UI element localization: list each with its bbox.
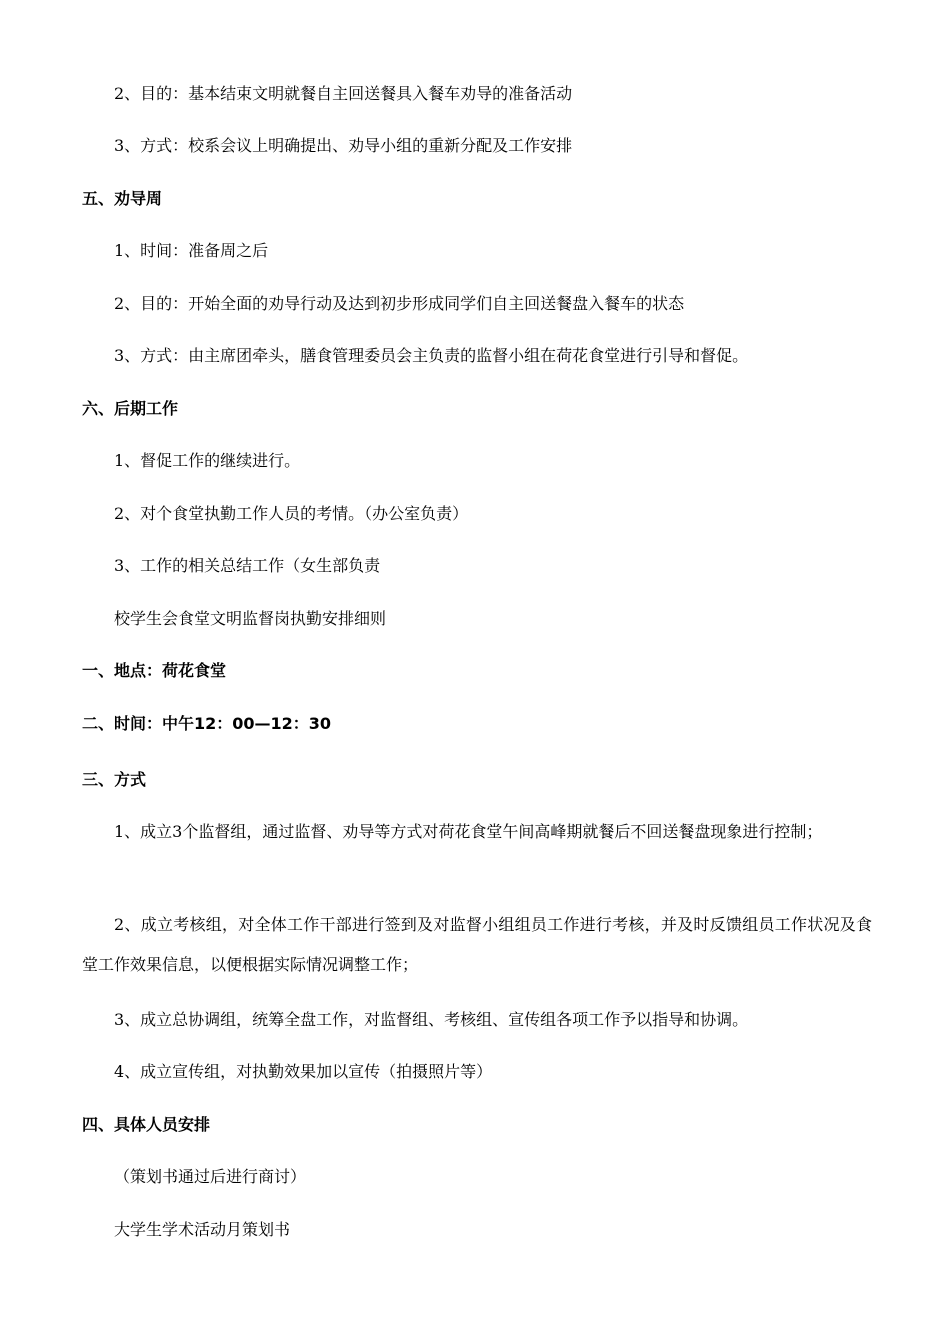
paragraph-staffing-note: （策划书通过后进行商讨） [114,1167,307,1186]
section-heading-location: 一、地点：荷花食堂 [82,661,227,680]
paragraph-assessment-group: 2、成立考核组，对全体工作干部进行签到及对监督小组组员工作进行考核，并及时反馈组员工作状况及食堂工作效果信息，以便根据实际情况调整工作； [82,915,872,974]
paragraph-purpose-2b: 2、目的：开始全面的劝导行动及达到初步形成同学们自主回送餐盘入餐车的状态 [114,294,685,313]
paragraph-time-1: 1、时间：准备周之后 [114,241,269,260]
section-heading-staffing: 四、具体人员安排 [82,1115,211,1134]
paragraph-supervision-groups: 1、成立3个监督组，通过监督、劝导等方式对荷花食堂午间高峰期就餐后不回送餐盘现象进行控制； [114,822,823,841]
section-heading-followup: 六、后期工作 [82,399,179,418]
paragraph-followup-1: 1、督促工作的继续进行。 [114,451,301,470]
paragraph-purpose-2: 2、目的：基本结束文明就餐自主回送餐具入餐车劝导的准备活动 [114,84,573,103]
paragraph-publicity-group: 4、成立宣传组，对执勤效果加以宣传（拍摄照片等） [114,1062,493,1081]
paragraph-method-3: 3、方式：校系会议上明确提出、劝导小组的重新分配及工作安排 [114,136,573,155]
paragraph-followup-3: 3、工作的相关总结工作（女生部负责 [114,556,381,575]
document-next-title: 大学生学术活动月策划书 [114,1220,291,1239]
paragraph-method-3b: 3、方式：由主席团牵头，膳食管理委员会主负责的监督小组在荷花食堂进行引导和督促。 [114,346,749,365]
section-heading-method: 三、方式 [82,770,147,789]
document-subtitle: 校学生会食堂文明监督岗执勤安排细则 [114,609,387,628]
paragraph-followup-2: 2、对个食堂执勤工作人员的考情。（办公室负责） [114,504,469,523]
paragraph-coordination-group: 3、成立总协调组，统筹全盘工作，对监督组、考核组、宣传组各项工作予以指导和协调。 [114,1010,749,1029]
section-heading-time: 二、时间：中午12：00—12：30 [82,714,332,733]
section-heading-persuasion-week: 五、劝导周 [82,189,163,208]
